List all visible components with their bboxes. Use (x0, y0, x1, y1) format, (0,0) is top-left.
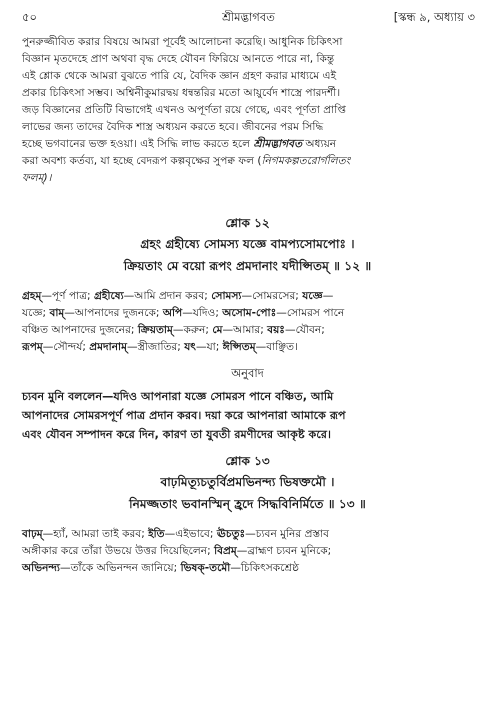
synonym-word: রূপম্ (22, 341, 43, 353)
synonym-word: বয়ঃ (267, 324, 285, 336)
synonym-meaning: —সৌন্দর্য; (42, 341, 90, 353)
text-span: করা অবশ্য কর্তব্য, যা হচ্ছে বেদরূপ কল্পবৃক্ষের সুপক্ব ফল ( (22, 155, 262, 167)
synonym-meaning: —ব্রাহ্মণ চ্যবন মুনিকে; (236, 545, 332, 557)
synonym-word: ভিষক্-তমৌ (180, 562, 231, 574)
synonym-word: অপি (162, 307, 183, 319)
book-title: শ্রীমদ্ভাগবত (222, 10, 275, 24)
synonym-word: গ্রহম্ (22, 290, 42, 302)
translation-line: চ্যবন মুনি বললেন—যদিও আপনারা যজ্ঞে সোমরস পানে বঞ্চিত, আমি (22, 390, 334, 403)
synonym-meaning: —যৌবন; (284, 324, 325, 336)
translation-heading: অনুবাদ (231, 366, 264, 380)
synonym-word: বাম্ (49, 307, 65, 319)
verse-13-title: শ্লোক ১৩ (225, 454, 270, 468)
synonym-word: বাঢ়ম্ (22, 528, 43, 540)
synonym-meaning: —সোমরসের; (241, 290, 303, 302)
verse-13-line-1: বাঢ়মিত্যূচতুর্বিপ্রমভিনন্দ্য ভিষক্তমৌ । (160, 475, 335, 489)
translation-line: এবং যৌবন সম্পাদন করে দিন, কারণ তা যুবতী রমণীদের আকৃষ্ট করে। (22, 428, 332, 441)
synonym-meaning: —সোমরস পানে (276, 307, 345, 319)
synonyms-13 (22, 526, 474, 577)
synonym-meaning: —চিকিৎসকশ্রেষ্ঠ (230, 562, 300, 574)
text-line: বিজ্ঞান মৃতদেহে প্রাণ অথবা বৃদ্ধ দেহে যৌবন ফিরিয়ে আনতে পারে না, কিন্তু (22, 53, 335, 65)
synonym-word: গ্রহীষ্যে (93, 290, 124, 302)
verse-13-line-2: নিমজ্জতাং ভবানস্মিন্ হ্রদে সিদ্ধবিনির্মিতে ॥ ১৩ ॥ (129, 497, 366, 511)
synonym-word: অভিনন্দ্য (22, 562, 60, 574)
text-line: এই শ্লোক থেকে আমরা বুঝতে পারি যে, বৈদিক জ্ঞান গ্রহণ করার মাধ্যমে এই (22, 70, 337, 82)
synonym-line (22, 322, 474, 339)
verse-12-line-1: গ্রহং গ্রহীষ্যে সোমস্য যজ্ঞে বামপ্যসোমপোঃ । (140, 237, 355, 251)
verse-12-line-2: ক্রিয়তাং মে বয়ো রূপং প্রমদানাং যদীপ্সিতম্ ॥ ১২ ॥ (123, 259, 372, 273)
synonym-word: ঈপ্সিতম্ (222, 341, 256, 353)
synonym-line (22, 288, 474, 305)
synonym-meaning: —বাঞ্ছিত। (255, 341, 298, 353)
synonym-meaning: —স্ত্রীজাতির; (126, 341, 185, 353)
text-line: ফলম্)। (22, 172, 52, 184)
synonym-word: বিপ্রম্ (214, 545, 237, 557)
text-line: প্রকার চিকিৎসা সম্ভব। অশ্বিনীকুমারদ্বয় ধন্বন্তরির মতো আয়ুর্বেদ শাস্ত্রে পারদর্শী। (22, 87, 341, 99)
translation-line: আপনাদের সোমরসপূর্ণ পাত্র প্রদান করব। দয়া করে আপনারা আমাকে রূপ (22, 409, 346, 422)
synonym-meaning: —যা; (195, 341, 223, 353)
synonym-meaning: — (322, 290, 334, 302)
synonym-meaning: বঞ্চিত আপনাদের দুজনের; (22, 324, 138, 336)
synonym-word: ইতি (148, 528, 165, 540)
synonym-meaning: —তাঁকে অভিনন্দন জানিয়ে; (60, 562, 181, 574)
synonym-word: সোমস্য (211, 290, 242, 302)
text-line: লাভের জন্য তাদের বৈদিক শাস্ত্র অধ্যয়ন করতে হবে। জীবনের পরম সিদ্ধি (22, 121, 324, 133)
text-line: পুনরুজ্জীবিত করার বিষয়ে আমরা পূর্বেই আলোচনা করেছি। আধুনিক চিকিৎসা (22, 36, 343, 48)
synonym-meaning: —আমি প্রদান করব; (123, 290, 212, 302)
verse-12-title: শ্লোক ১২ (225, 216, 270, 230)
synonym-word: অসোম-পোঃ (222, 307, 277, 319)
synonym-word: ঊচতুঃ (216, 528, 246, 540)
text-span: অধ্যয়ন (302, 138, 337, 150)
chapter-reference: [স্কন্ধ ৯, অধ্যায় ৩ (393, 10, 475, 24)
synonym-word: প্রমদানাম্ (89, 341, 127, 353)
book-name-italic: শ্রীমদ্ভাগবত (253, 138, 303, 150)
synonym-meaning: যজ্ঞে; (22, 307, 50, 319)
translation-paragraph (22, 387, 474, 444)
text-line (22, 136, 474, 153)
synonym-meaning: —পূর্ণ পাত্র; (41, 290, 94, 302)
synonym-line (22, 526, 474, 543)
purport-paragraph (22, 34, 474, 187)
sanskrit-quote-italic: নিগমকল্পতরোর্গলিতং (261, 155, 351, 167)
synonym-word: যৎ (184, 341, 196, 353)
synonyms-12 (22, 288, 474, 356)
synonym-meaning: অঙ্গীকার করে তাঁরা উভয়ে উত্তর দিয়েছিলেন; (22, 545, 215, 557)
synonym-meaning: —চ্যবন মুনির প্রস্তাব (245, 528, 330, 540)
text-span: হচ্ছে ভগবানের ভক্ত হওয়া। এই সিদ্ধি লাভ করতে হলে (22, 138, 254, 150)
synonym-meaning: —আপনাদের দুজনকে; (64, 307, 163, 319)
synonym-meaning: —যদিও; (182, 307, 223, 319)
synonym-line (22, 560, 474, 577)
page-header (22, 8, 475, 26)
synonym-meaning: —করুন; (172, 324, 213, 336)
text-line (22, 153, 474, 170)
text-line: জড় বিজ্ঞানের প্রতিটি বিভাগেই এখনও অপূর্ণতা রয়ে গেছে, এবং পূর্ণতা প্রাপ্তি (22, 104, 346, 116)
synonym-line (22, 339, 474, 356)
synonym-meaning: —এইভাবে; (164, 528, 217, 540)
synonym-word: মে (212, 324, 223, 336)
synonym-meaning: —আমার; (222, 324, 268, 336)
synonym-line (22, 543, 474, 560)
synonym-meaning: —হ্যাঁ, আমরা তাই করব; (42, 528, 149, 540)
synonym-word: ক্রিয়তাম্ (137, 324, 173, 336)
page-number: ৫০ (22, 10, 37, 24)
synonym-word: যজ্ঞে (302, 290, 323, 302)
synonym-line (22, 305, 474, 322)
